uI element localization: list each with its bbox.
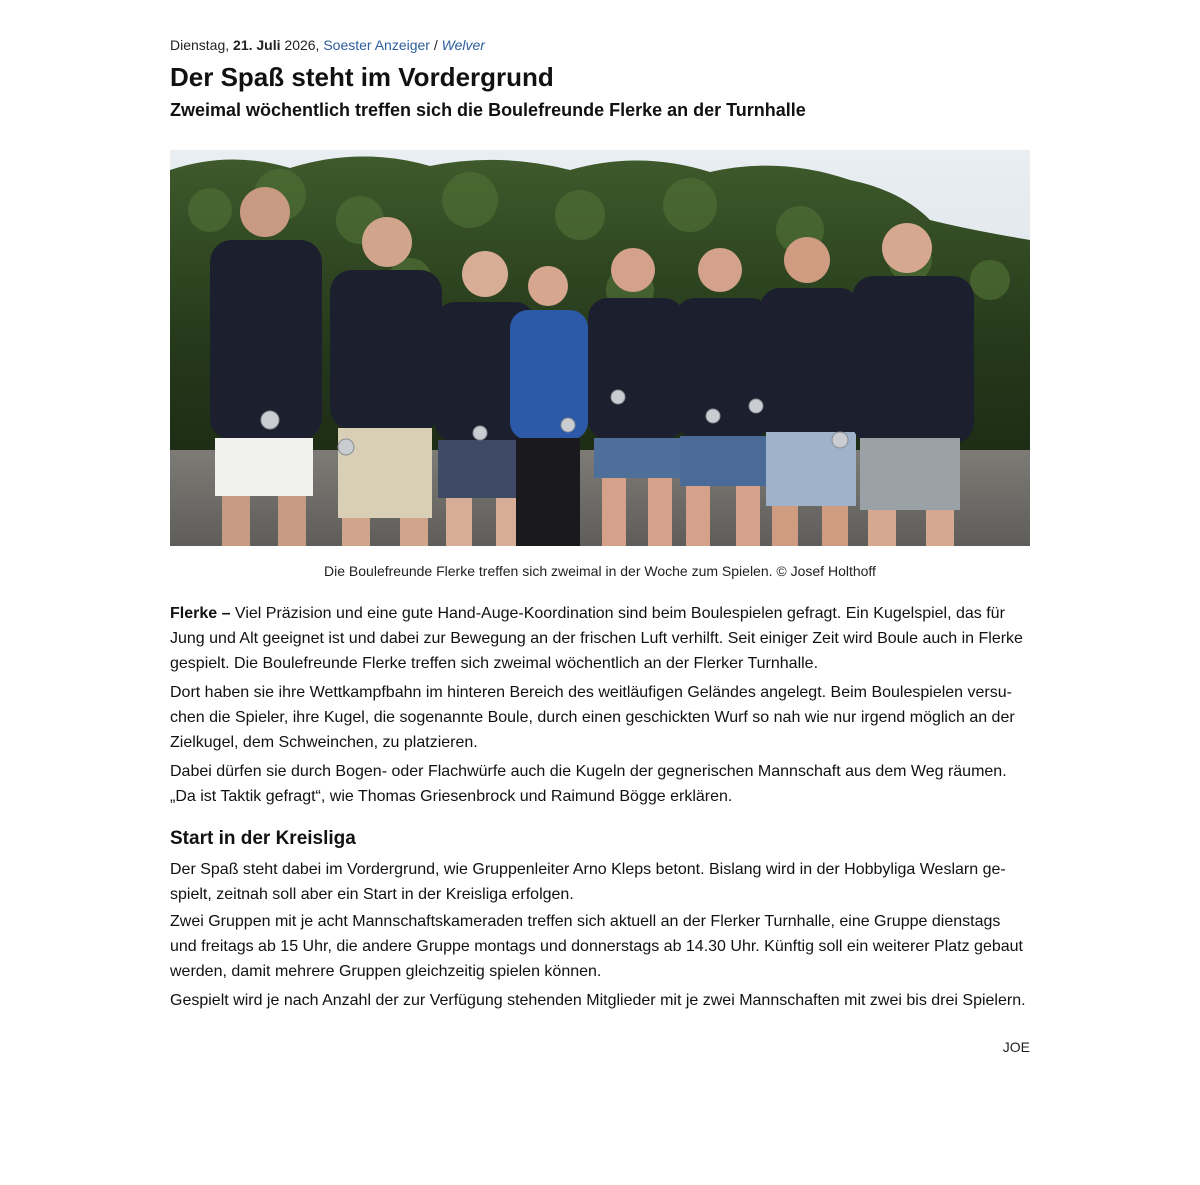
article-photo[interactable]	[170, 150, 1030, 546]
subheadline: Zweimal wöchentlich treffen sich die Boulefreunde Flerke an der Turnhalle	[170, 100, 806, 120]
group-photo-icon	[170, 150, 1030, 546]
paragraph-4: Der Spaß steht dabei im Vordergrund, wie Gruppenleiter Arno Kleps betont. Bislang wird in der Hobbyliga Weslarn gespielt, zeitnah soll aber ein Start in der Kreisliga erfolgen.	[170, 861, 1006, 903]
dateline-date: 21. Juli	[233, 37, 281, 53]
dateline-separator: /	[433, 37, 438, 53]
paragraph-3: Dabei dürfen sie durch Bogen- oder Flachwürfe auch die Kugeln der gegnerischen Mannschaft aus dem Weg räumen. „Da ist Taktik gefragt“, wie Thomas Griesenbrock und Raimund Bögge erklären.	[170, 763, 1007, 805]
location-link[interactable]: Welver	[441, 37, 485, 53]
dateline-weekday: Dienstag,	[170, 37, 230, 53]
dateline-year: 2026,	[284, 37, 320, 53]
headline: Der Spaß steht im Vordergrund	[170, 62, 554, 92]
author-initials: JOE	[1002, 1039, 1030, 1055]
source-link[interactable]: Soester Anzeiger	[323, 37, 430, 53]
paragraph-1-lead: Flerke –	[170, 605, 231, 622]
section-heading: Start in der Kreisliga	[170, 828, 356, 849]
paragraph-1-text: Viel Präzision und eine gute Hand-Auge-Koordination sind beim Boulespielen gefragt. Ein Kugelspiel, das für Jung und Alt geeignet ist und dabei zur Bewegung an der frischen Luft verhilft. Seit einiger Zeit wird Boule auch in Flerke gespielt. Die Boulefreunde Flerke treffen sich zweimal wöchentlich an der Flerker Turnhalle.	[170, 605, 1023, 672]
paragraph-6: Gespielt wird je nach Anzahl der zur Verfügung stehenden Mitglieder mit je zwei Mannschaften mit zwei bis drei Spielern.	[170, 992, 1026, 1009]
paragraph-1	[170, 601, 1030, 676]
dateline	[170, 37, 485, 53]
paragraph-5: Zwei Gruppen mit je acht Mannschaftskameraden treffen sich aktuell an der Flerker Turnhalle, eine Gruppe dienstags und freitags ab 15 Uhr, die andere Gruppe montags und donnerstags ab 14.30 Uhr. Künftig soll ein weiterer Platz gebaut werden, damit mehrere Gruppen gleichzeitig spielen können.	[170, 913, 1023, 980]
paragraph-2: Dort haben sie ihre Wettkampfbahn im hinteren Bereich des weitläufigen Geländes angelegt. Beim Boulespielen versuchen die Spieler, ihre Kugel, die sogenannte Boule, durch einen geschickten Wurf so nah wie nur irgend möglich an der Zielkugel, dem Schweinchen, zu platzieren.	[170, 684, 1015, 751]
photo-caption: Die Boulefreunde Flerke treffen sich zweimal in der Woche zum Spielen. © Josef Holthoff	[324, 563, 876, 579]
